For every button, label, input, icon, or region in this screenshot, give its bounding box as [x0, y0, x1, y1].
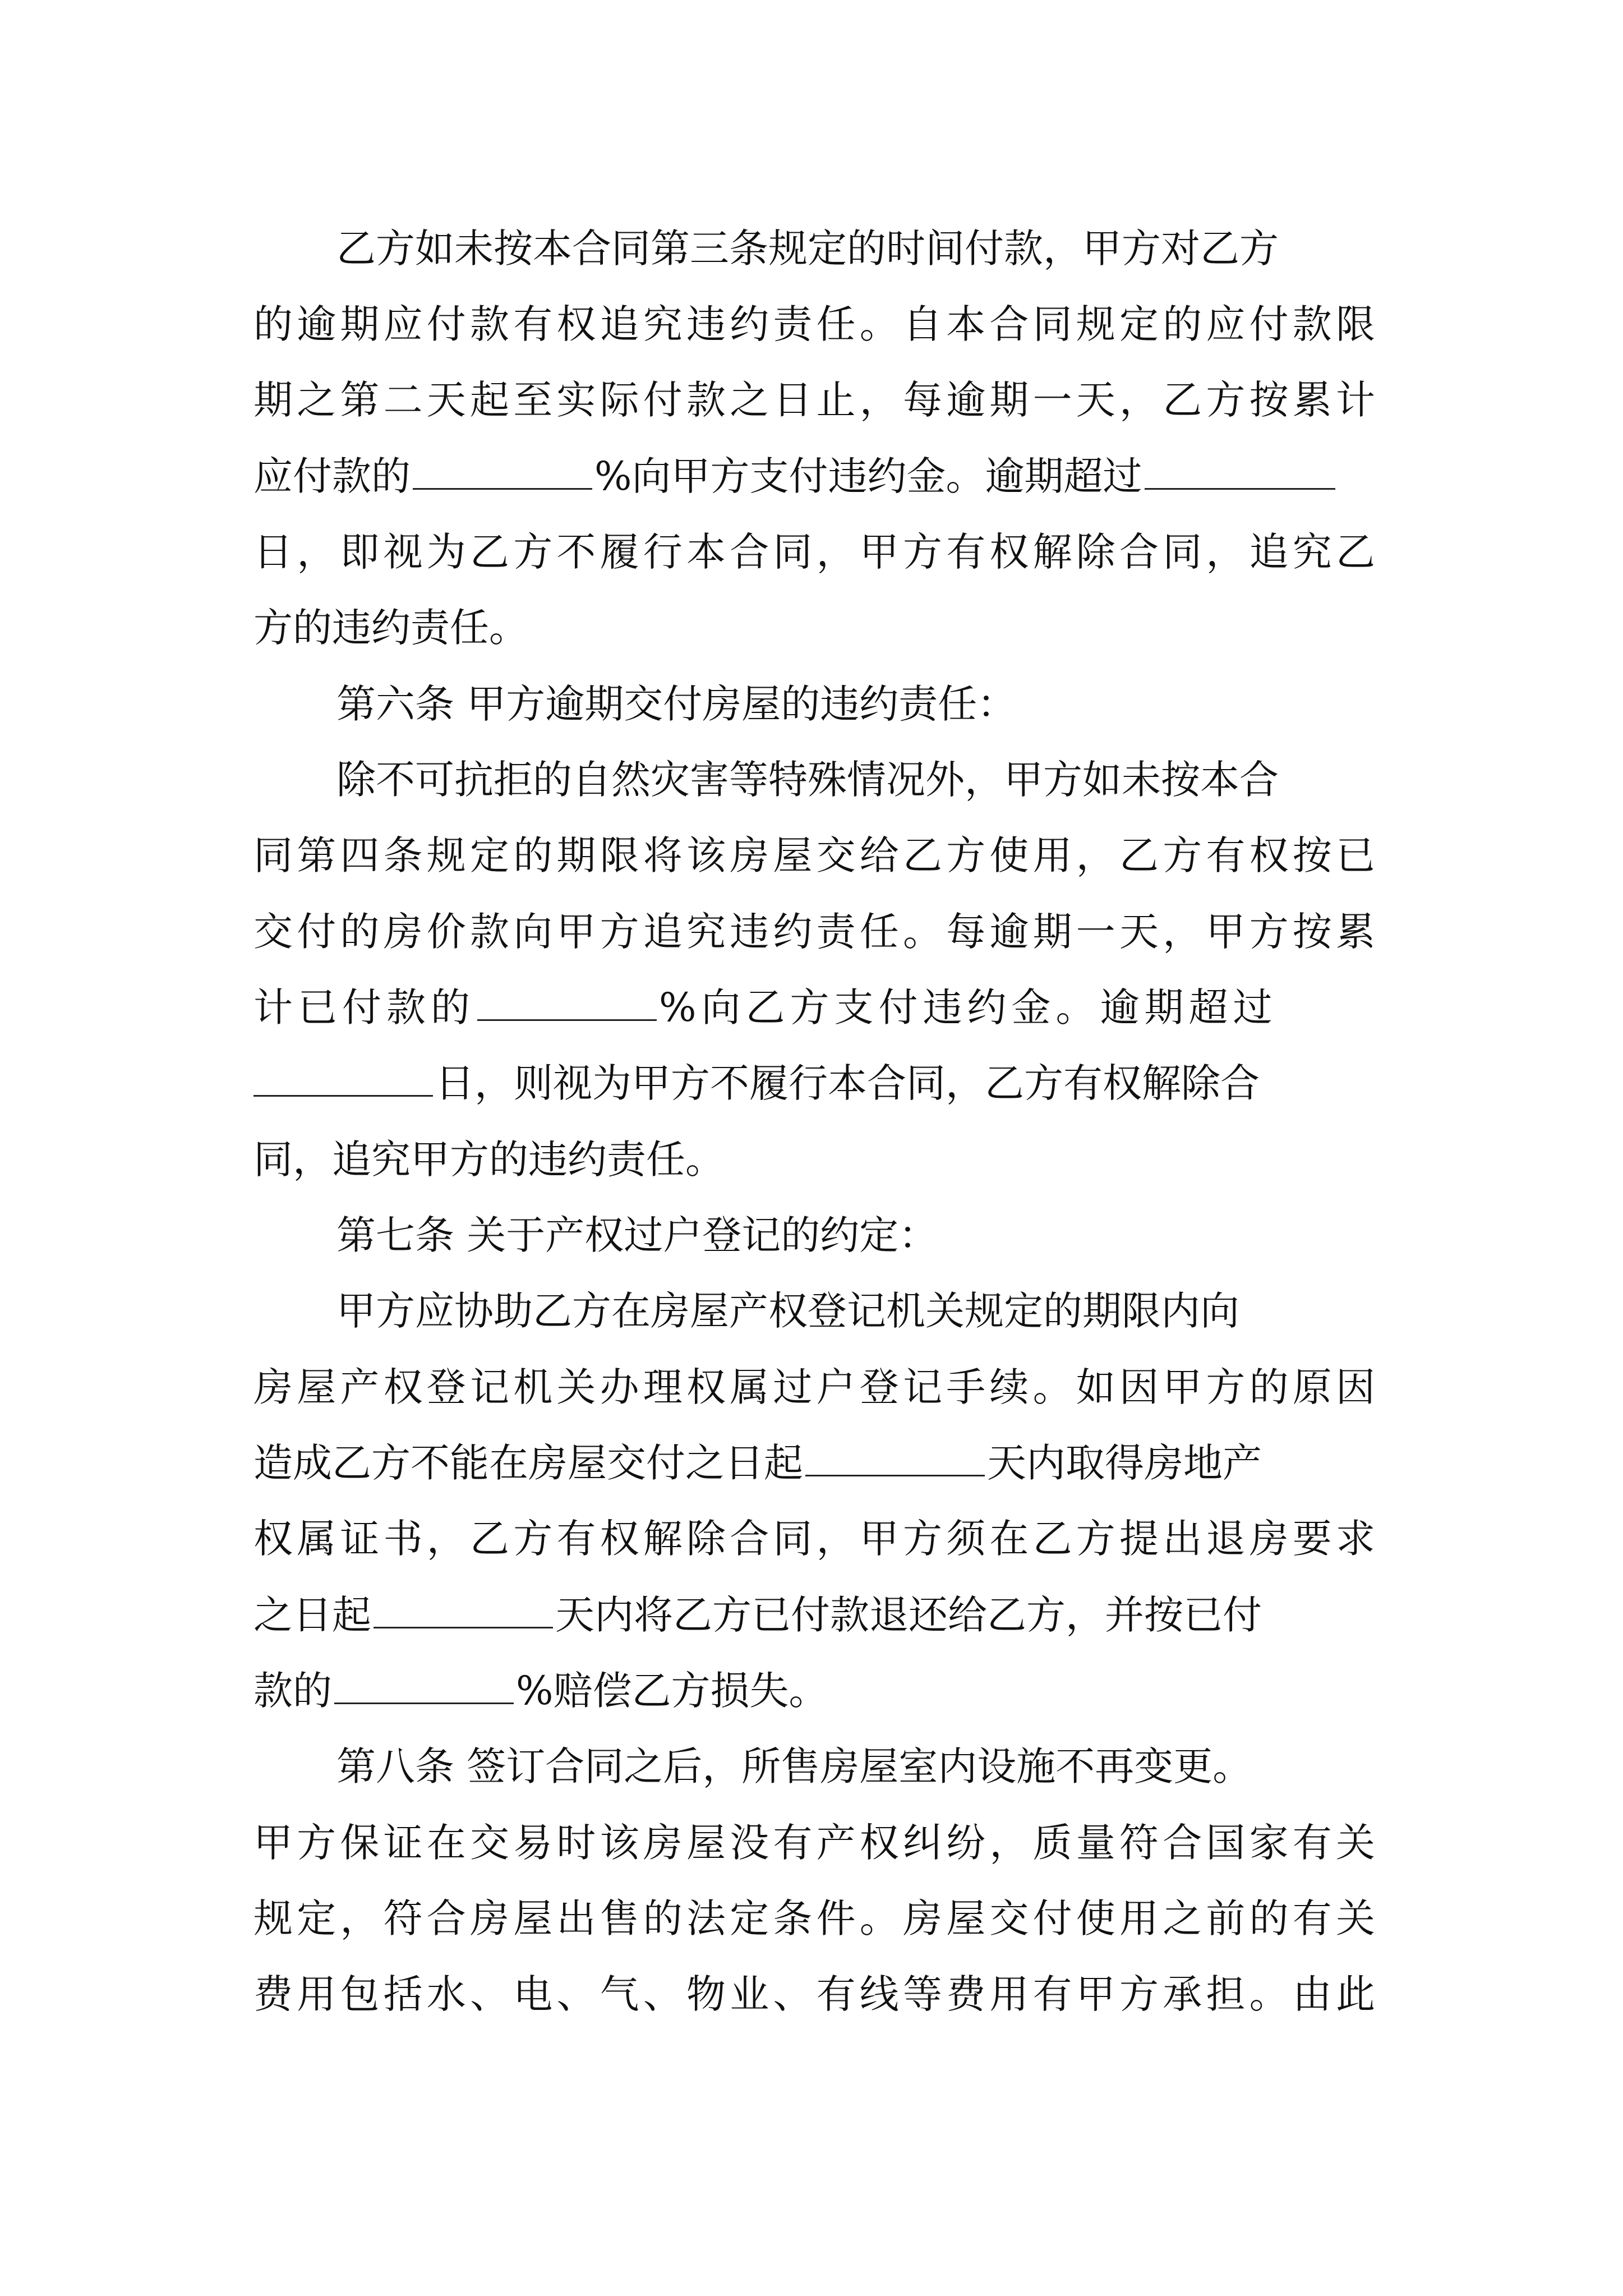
text-span: %向甲方支付违约金。逾期超过 — [594, 453, 1142, 499]
text-span: 之日起 — [253, 1592, 371, 1638]
text-span: 期之第二天起至实际付款之日止，每逾期一天，乙方按累计 — [253, 377, 1375, 423]
fill-in-blank — [413, 449, 592, 490]
text-span: 第八条 签订合同之后，所售房屋室内设施不再变更。 — [336, 1743, 1252, 1789]
text-span: 天内取得房地产 — [987, 1440, 1262, 1486]
text-span: 规定，符合房屋出售的法定条件。房屋交付使用之前的有关 — [253, 1895, 1375, 1941]
text-span: %赔偿乙方损失。 — [516, 1668, 828, 1714]
text-line — [253, 974, 1375, 1041]
text-line — [253, 1657, 1375, 1724]
article-heading — [336, 670, 1375, 738]
text-line — [253, 443, 1375, 510]
text-span: 费用包括水、电、气、物业、有线等费用有甲方承担。由此 — [253, 1971, 1375, 2017]
text-line — [253, 1885, 1375, 1952]
text-line — [253, 594, 1375, 661]
text-span: 第七条 关于产权过户登记的约定： — [336, 1212, 938, 1258]
text-line — [253, 898, 1375, 965]
text-span: 甲方保证在交易时该房屋没有产权纠纷，质量符合国家有关 — [253, 1820, 1375, 1866]
text-span: 房屋产权登记机关办理权属过户登记手续。如因甲方的原因 — [253, 1364, 1375, 1410]
text-line — [253, 1126, 1375, 1193]
text-line — [253, 291, 1375, 358]
text-line — [253, 518, 1375, 586]
text-span: 天内将乙方已付款退还给乙方，并按已付 — [555, 1592, 1262, 1638]
fill-in-blank — [334, 1663, 514, 1704]
text-span: 计已付款的 — [253, 984, 475, 1030]
text-span: %向乙方支付违约金。逾期超过 — [659, 984, 1278, 1030]
fill-in-blank — [805, 1435, 985, 1476]
text-line — [253, 822, 1375, 889]
text-span: 同，追究甲方的违约责任。 — [253, 1137, 725, 1182]
text-span: 同第四条规定的期限将该房屋交给乙方使用，乙方有权按已 — [253, 832, 1375, 878]
text-line — [336, 1277, 1375, 1345]
text-span: 应付款的 — [253, 453, 411, 499]
text-line — [253, 366, 1375, 434]
text-span: 造成乙方不能在房屋交付之日起 — [253, 1440, 803, 1486]
fill-in-blank — [253, 1056, 433, 1097]
text-line — [253, 1354, 1375, 1421]
text-span: 交付的房价款向甲方追究违约责任。每逾期一天，甲方按累 — [253, 909, 1375, 955]
fill-in-blank — [477, 980, 657, 1021]
text-span: 甲方应协助乙方在房屋产权登记机关规定的期限内向 — [336, 1288, 1239, 1334]
fill-in-blank — [1145, 449, 1335, 490]
text-span: 款的 — [253, 1668, 332, 1714]
text-line — [253, 1809, 1375, 1876]
text-span: 日，则视为甲方不履行本合同，乙方有权解除合 — [435, 1060, 1260, 1106]
text-line — [336, 746, 1375, 813]
text-line — [253, 1581, 1375, 1649]
text-line — [253, 1505, 1375, 1572]
text-span: 第六条 甲方逾期交付房屋的违约责任： — [336, 681, 1017, 727]
text-span: 乙方如未按本合同第三条规定的时间付款，甲方对乙方 — [336, 226, 1279, 272]
text-span: 方的违约责任。 — [253, 605, 528, 651]
text-line — [253, 1961, 1375, 2028]
fill-in-blank — [374, 1588, 553, 1628]
text-span: 权属证书，乙方有权解除合同，甲方须在乙方提出退房要求 — [253, 1516, 1375, 1562]
article-heading — [336, 1202, 1375, 1269]
article-heading — [336, 1733, 1375, 1800]
text-span: 日，即视为乙方不履行本合同，甲方有权解除合同，追究乙 — [253, 529, 1375, 575]
text-span: 的逾期应付款有权追究违约责任。自本合同规定的应付款限 — [253, 301, 1375, 347]
text-line — [336, 215, 1375, 282]
text-line — [253, 1050, 1375, 1117]
text-span: 除不可抗拒的自然灾害等特殊情况外，甲方如未按本合 — [336, 757, 1279, 803]
text-line — [253, 1429, 1375, 1497]
